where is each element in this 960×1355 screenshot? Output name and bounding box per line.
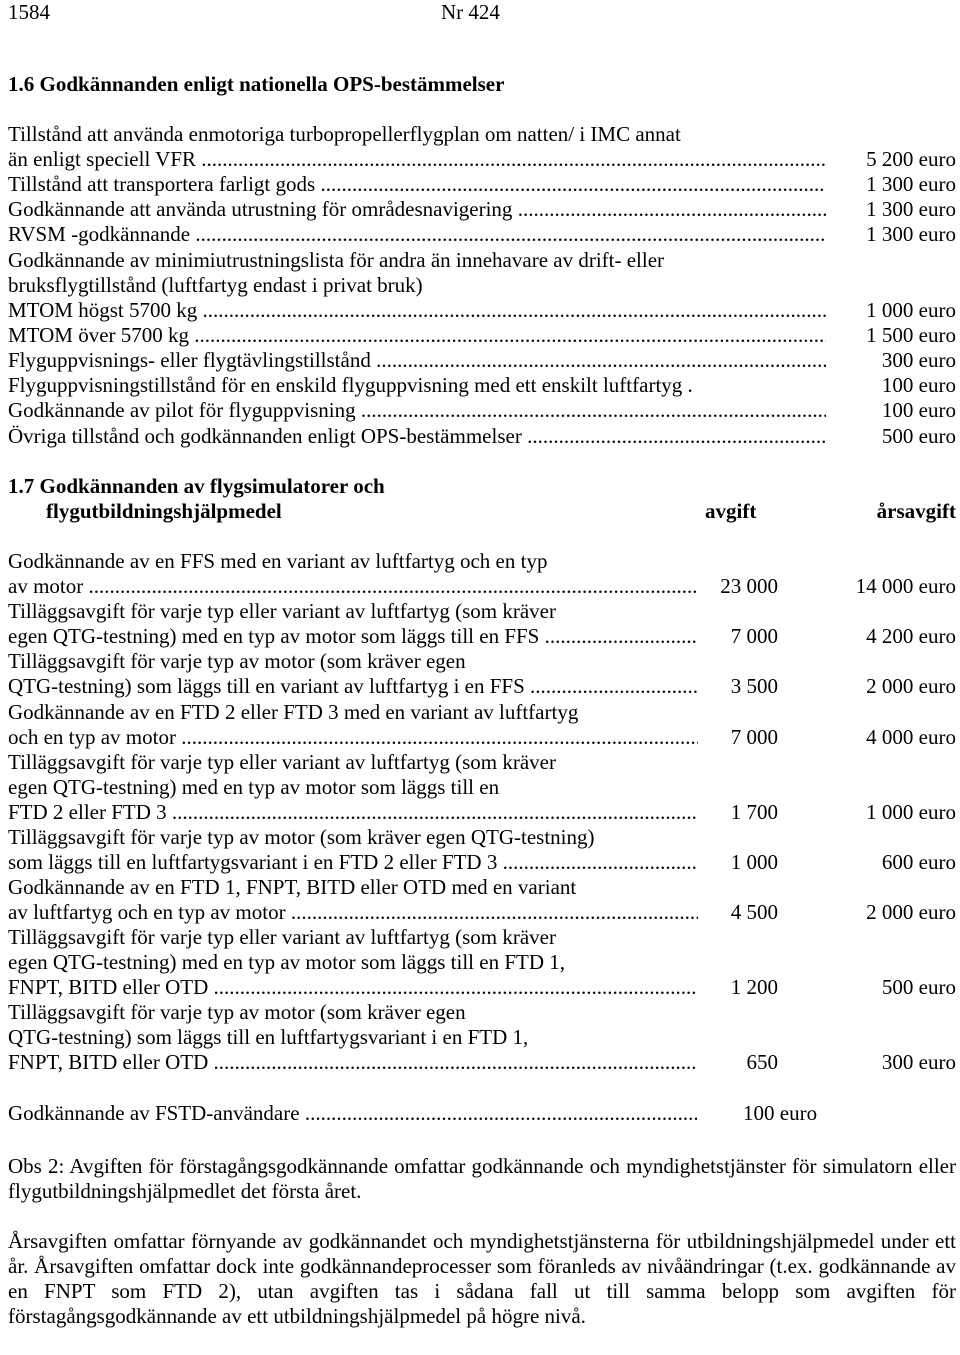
fee-amount: 1 300 euro [866,197,956,221]
note-obs-2: Obs 2: Avgiften för förstagångsgodkännande omfattar godkännande och myndighetstjänster för simulatorn eller flygutbildningshjälpmedlet det första året. [8,1154,956,1203]
fee-amount: 4 500 [730,900,778,924]
fee-item-label: bruksflygtillstånd (luftfartyg endast i privat bruk) [8,273,423,297]
annual-fee-amount: 4 200 euro [866,624,956,648]
fee-item-label: MTOM högst 5700 kg ..... [8,298,826,323]
note-annual-fee: Årsavgiften omfattar förnyande av godkännandet och myndighetstjänsterna för utbildningshjälpmedel under ett år. Årsavgiften omfattar dock inte godkännandeprocesser som föranleds av nivåändringar (t.ex. godkännande av en FNPT som FTD 2), utan avgiften tas i sådana fall ut till samma belopp som avgiften för förstagångsgodkännande av ett utbildningshjälpmedel på högre nivå. [8,1229,956,1328]
fee-amount: 7 000 [730,624,778,648]
fee-amount: 100 euro [743,1101,818,1125]
fee-item-label: Tillstånd att transportera farligt gods ..... [8,172,826,197]
fee-item-label: av motor ..... [8,574,698,599]
fee-amount: 1 500 euro [866,323,956,347]
annual-fee-amount: 2 000 euro [866,900,956,924]
fee-item-label: Tilläggsavgift för varje typ av motor (som kräver egen QTG-testning) [8,825,595,849]
fee-amount: 300 euro [881,348,956,372]
annual-fee-amount: 500 euro [881,975,956,999]
fee-amount: 3 500 [730,674,778,698]
fee-item-label: FNPT, BITD eller OTD ..... [8,975,698,1000]
fee-item-label: egen QTG-testning) med en typ av motor som läggs till en FFS ..... [8,624,698,649]
annual-fee-amount: 4 000 euro [866,725,956,749]
fee-item-label: Godkännande av FSTD-användare ..... [8,1101,698,1126]
fee-item-label: Godkännande av minimiutrustningslista för andra än innehavare av drift- eller [8,248,665,272]
fee-item-label: och en typ av motor ..... [8,725,698,750]
fee-item-label: RVSM -godkännande ..... [8,222,826,247]
fee-item-label: Tilläggsavgift för varje typ eller variant av luftfartyg (som kräver [8,599,556,623]
page-number: 1584 [8,0,50,24]
fee-item-label: Tilläggsavgift för varje typ av motor (som kräver egen [8,649,466,673]
fee-amount: 100 euro [881,373,956,397]
fee-amount: 5 200 euro [866,147,956,171]
fee-amount: 500 euro [881,424,956,448]
annual-fee-amount: 600 euro [881,850,956,874]
fee-amount: 1 700 [730,800,778,824]
fee-amount: 100 euro [881,398,956,422]
fee-item-label: Tillstånd att använda enmotoriga turbopropellerflygplan om natten/ i IMC annat [8,122,681,146]
fee-amount: 650 [746,1050,778,1074]
fee-amount: 1 300 euro [866,172,956,196]
fee-item-label: QTG-testning) som läggs till en luftfartygsvariant i en FTD 1, [8,1025,529,1049]
section-heading-1-7-line2: flygutbildningshjälpmedel [46,499,282,523]
fee-item-label: av luftfartyg och en typ av motor ..... [8,900,698,925]
column-header-fee: avgift [705,499,757,523]
fee-amount: 1 000 [730,850,778,874]
section-heading-1-7: 1.7 Godkännanden av flygsimulatorer och [8,474,385,498]
fee-item-label: än enligt speciell VFR ..... [8,147,826,172]
fee-item-label: Övriga tillstånd och godkännanden enligt OPS-bestämmelser ..... [8,424,826,449]
fee-item-label: egen QTG-testning) med en typ av motor som läggs till en [8,775,500,799]
fee-item-label: Flyguppvisnings- eller flygtävlingstillstånd ..... [8,348,826,373]
fee-item-label: Tilläggsavgift för varje typ eller variant av luftfartyg (som kräver [8,750,556,774]
column-header-annual-fee: årsavgift [876,499,956,523]
annual-fee-amount: 300 euro [881,1050,956,1074]
fee-item-label: Godkännande av pilot för flyguppvisning ..... [8,398,826,423]
fee-item-label: egen QTG-testning) med en typ av motor som läggs till en FTD 1, [8,950,565,974]
fee-item-label: Godkännande av en FTD 1, FNPT, BITD eller OTD med en variant [8,875,577,899]
fee-amount: 7 000 [730,725,778,749]
fee-item-label: Godkännande av en FTD 2 eller FTD 3 med en variant av luftfartyg [8,700,579,724]
fee-amount: 1 000 euro [866,298,956,322]
annual-fee-amount: 14 000 euro [855,574,956,598]
fee-item-label: Godkännande av en FFS med en variant av luftfartyg och en typ [8,549,548,573]
fee-item-label: Tilläggsavgift för varje typ av motor (som kräver egen [8,1000,466,1024]
fee-amount: 1 200 [730,975,778,999]
section-heading-1-6: 1.6 Godkännanden enligt nationella OPS-bestämmelser [8,72,505,96]
fee-item-label: MTOM över 5700 kg ..... [8,323,826,348]
fee-item-label: FNPT, BITD eller OTD ..... [8,1050,698,1075]
fee-amount: 23 000 [720,574,778,598]
fee-item-label: FTD 2 eller FTD 3 ..... [8,800,698,825]
annual-fee-amount: 1 000 euro [866,800,956,824]
fee-item-label: Tilläggsavgift för varje typ eller variant av luftfartyg (som kräver [8,925,556,949]
fee-item-label: som läggs till en luftfartygsvariant i en FTD 2 eller FTD 3 ..... [8,850,698,875]
document-number: Nr 424 [441,0,500,24]
fee-item-label: Flyguppvisningstillstånd för en enskild flyguppvisning med ett enskilt luftfartyg . [8,373,693,397]
fee-item-label: QTG-testning) som läggs till en variant av luftfartyg i en FFS ..... [8,674,698,699]
annual-fee-amount: 2 000 euro [866,674,956,698]
fee-amount: 1 300 euro [866,222,956,246]
fee-item-label: Godkännande att använda utrustning för områdesnavigering ..... [8,197,826,222]
